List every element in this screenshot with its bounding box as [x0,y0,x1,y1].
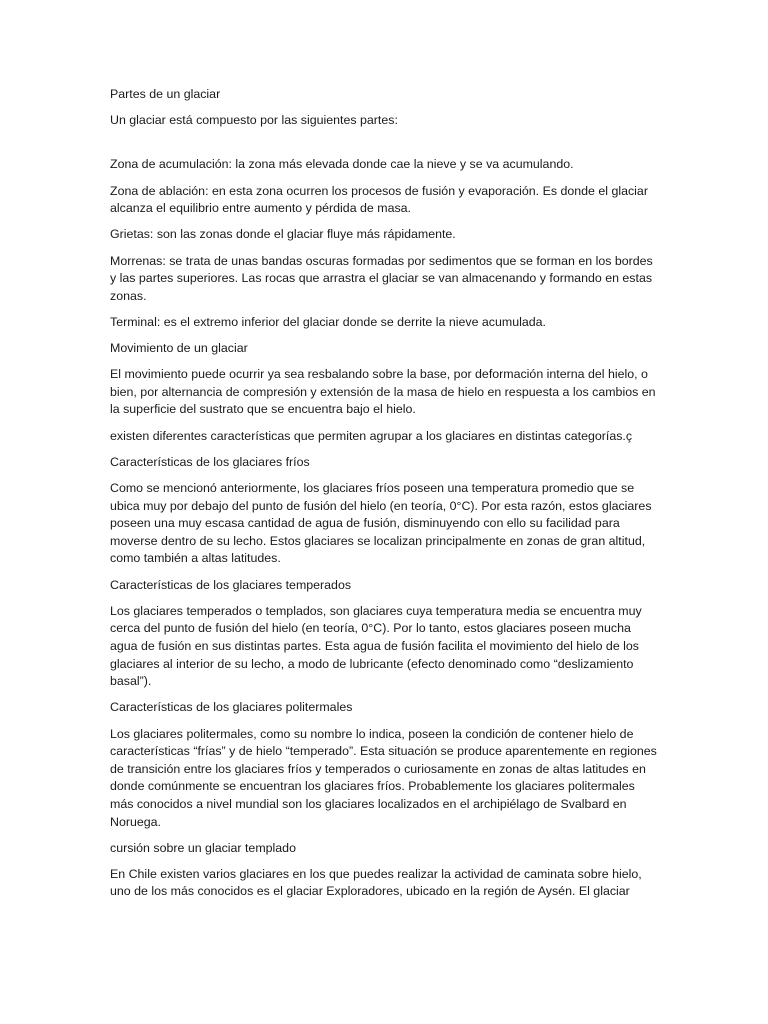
paragraph-zona-ablacion: Zona de ablación: en esta zona ocurren los procesos de fusión y evaporación. Es donde el glaciar alcanza el equilibrio entre aumento y pérdida de masa. [110,183,648,216]
paragraph-categorias: existen diferentes características que permiten agrupar a los glaciares en distintas categorías.ç [110,428,633,443]
paragraph-frios: Como se mencionó anteriormente, los glaciares fríos poseen una temperatura promedio que se ubica muy por debajo del punto de fusión del hielo (en teoría, 0°C). Por esta razón, estos glaciares poseen una muy escasa cantidad de agua de fusión, disminuyendo con ello su facilidad para moverse dentro de su lecho. Estos glaciares se localizan principalmente en zonas de gran altitud, como también a altas latitudes. [110,481,652,566]
paragraph-zona-acumulacion: Zona de acumulación: la zona más elevada donde cae la nieve y se va acumulando. [110,157,574,172]
section-heading-excursion: cursión sobre un glaciar templado [110,840,296,855]
paragraph-politermales: Los glaciares politermales, como su nombre lo indica, poseen la condición de contener hielo de características “frías” y de hielo “temperado”. Esta situación se produce aparentemente en regiones de transición entre los glaciares fríos y temperados o curiosamente en zonas de altas latitudes en donde comúnmente se encuentran los glaciares fríos. Probablemente los glaciares politermales más conocidos a nivel mundial son los glaciares localizados en el archipiélago de Svalbard en Noruega. [110,726,657,829]
section-heading-politermales: Características de los glaciares politermales [110,700,353,715]
paragraph-morrenas: Morrenas: se trata de unas bandas oscuras formadas por sedimentos que se forman en los bordes y las partes superiores. Las rocas que arrastra el glaciar se van almacenando y formando en estas zonas. [110,253,653,303]
blank-line [110,138,658,156]
paragraph-temperados: Los glaciares temperados o templados, son glaciares cuya temperatura media se encuentra muy cerca del punto de fusión del hielo (en teoría, 0°C). Por lo tanto, estos glaciares poseen mucha agua de fusión en sus distintas partes. Esta agua de fusión facilita el movimiento del hielo de los glaciares al interior de su lecho, a modo de lubricante (efecto denominado como “deslizamiento basal”). [110,603,642,689]
paragraph-grietas: Grietas: son las zonas donde el glaciar fluye más rápidamente. [110,227,456,242]
section-heading-frios: Características de los glaciares fríos [110,454,310,469]
paragraph-chile: En Chile existen varios glaciares en los que puedes realizar la actividad de caminata sobre hielo, uno de los más conocidos es el glaciar Exploradores, ubicado en la región de Aysén. El glaciar [110,866,642,899]
section-heading-movimiento: Movimiento de un glaciar [110,341,248,356]
intro-paragraph: Un glaciar está compuesto por las siguientes partes: [110,113,398,128]
document-page [110,86,658,910]
section-heading-temperados: Características de los glaciares temperados [110,577,352,592]
paragraph-terminal: Terminal: es el extremo inferior del glaciar donde se derrite la nieve acumulada. [110,314,546,329]
paragraph-movimiento: El movimiento puede ocurrir ya sea resbalando sobre la base, por deformación interna del hielo, o bien, por alternancia de compresión y extensión de la masa de hielo en respuesta a los cambios en la superficie del sustrato que se encuentra bajo el hielo. [110,367,656,417]
section-heading-partes: Partes de un glaciar [110,87,221,101]
